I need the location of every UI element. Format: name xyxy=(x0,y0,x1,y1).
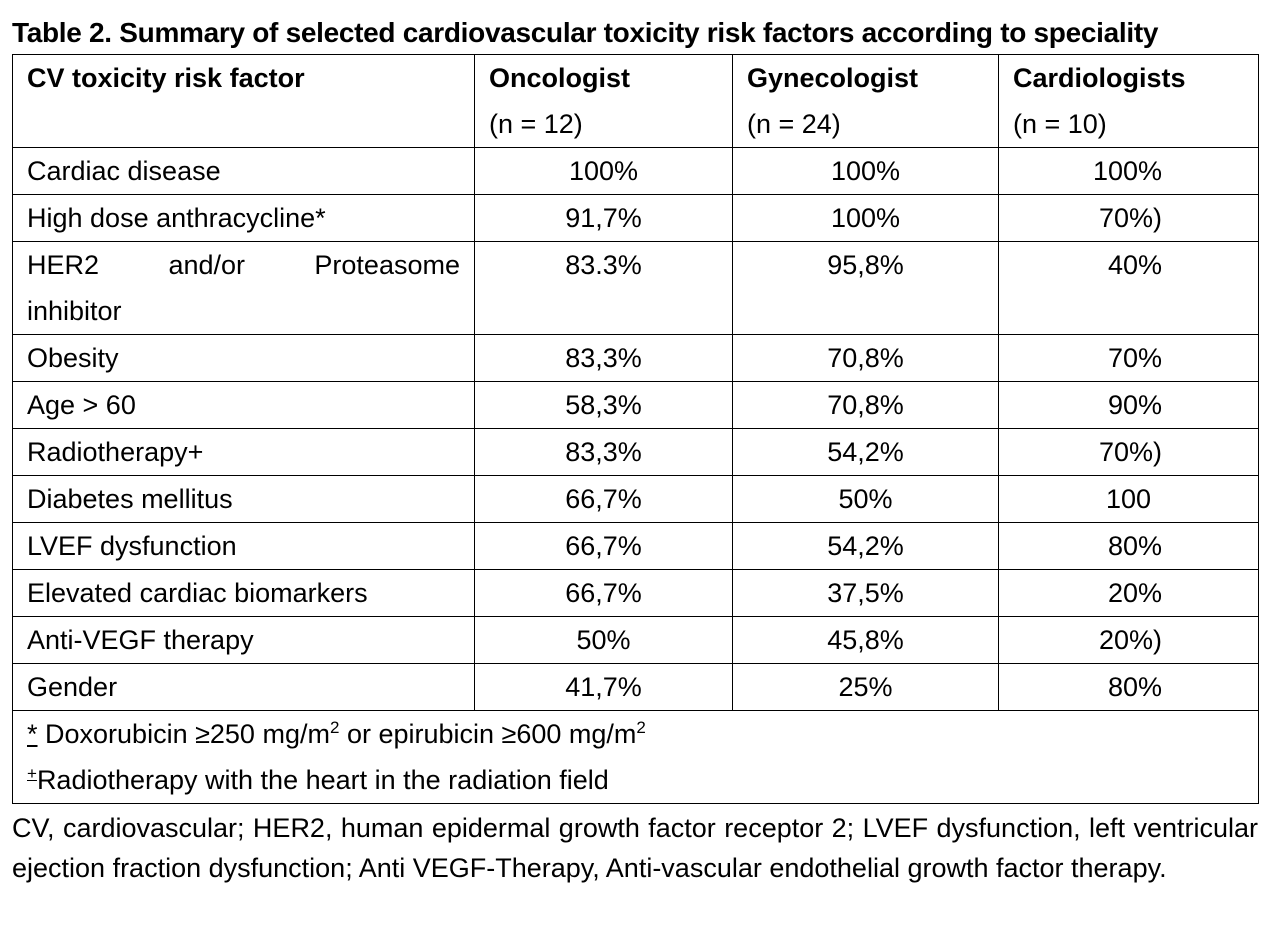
table-row xyxy=(13,617,1259,664)
cell-gynecologist: 50% xyxy=(733,476,999,523)
cell-gynecologist: 95,8% xyxy=(733,242,999,335)
cell-oncologist: 50% xyxy=(475,617,733,664)
header-gynecologist-n: (n = 24) xyxy=(747,109,841,139)
table-row xyxy=(13,242,1259,335)
table-row xyxy=(13,335,1259,382)
cell-gynecologist: 70,8% xyxy=(733,335,999,382)
abbreviations-footnote: CV, cardiovascular; HER2, human epidermal growth factor receptor 2; LVEF dysfunction, left ventricular ejection fraction dysfunction; Anti VEGF-Therapy, Anti-vascular endothelial growth factor therapy. xyxy=(12,813,1258,883)
table-row xyxy=(13,523,1259,570)
cell-gynecologist: 37,5% xyxy=(733,570,999,617)
table-row xyxy=(13,382,1259,429)
cell-cardiologists: 40% xyxy=(999,242,1259,335)
row-factor: HER2 and/or Proteasome inhibitor xyxy=(13,242,475,335)
cell-cardiologists: 100% xyxy=(999,148,1259,195)
cell-gynecologist: 100% xyxy=(733,148,999,195)
table-row xyxy=(13,570,1259,617)
cell-oncologist: 100% xyxy=(475,148,733,195)
table-row xyxy=(13,664,1259,711)
table-title: Table 2. Summary of selected cardiovascular toxicity risk factors according to speciality xyxy=(12,17,1159,48)
cell-gynecologist: 54,2% xyxy=(733,523,999,570)
row-factor: Diabetes mellitus xyxy=(13,476,475,523)
header-row xyxy=(13,55,1259,148)
row-factor: Elevated cardiac biomarkers xyxy=(13,570,475,617)
header-gynecologist: Gynecologist (n = 24) xyxy=(733,55,999,148)
risk-factor-table xyxy=(12,54,1259,804)
cell-gynecologist: 45,8% xyxy=(733,617,999,664)
table-row xyxy=(13,429,1259,476)
cell-cardiologists: 80% xyxy=(999,664,1259,711)
cell-oncologist: 91,7% xyxy=(475,195,733,242)
row-factor: Obesity xyxy=(13,335,475,382)
notes-row xyxy=(13,711,1259,804)
header-oncologist-n: (n = 12) xyxy=(489,109,583,139)
cell-gynecologist: 25% xyxy=(733,664,999,711)
cell-oncologist: 83,3% xyxy=(475,429,733,476)
header-cardiologists: Cardiologists (n = 10) xyxy=(999,55,1259,148)
row-factor: LVEF dysfunction xyxy=(13,523,475,570)
header-cardiologists-n: (n = 10) xyxy=(1013,109,1107,139)
row-factor: Gender xyxy=(13,664,475,711)
note-radiotherapy: +Radiotherapy with the heart in the radiation field xyxy=(27,764,609,795)
cell-oncologist: 58,3% xyxy=(475,382,733,429)
row-factor: Anti-VEGF therapy xyxy=(13,617,475,664)
row-factor: Radiotherapy+ xyxy=(13,429,475,476)
cell-cardiologists: 90% xyxy=(999,382,1259,429)
row-factor: High dose anthracycline* xyxy=(13,195,475,242)
cell-gynecologist: 70,8% xyxy=(733,382,999,429)
cell-oncologist: 66,7% xyxy=(475,523,733,570)
cell-oncologist: 83.3% xyxy=(475,242,733,335)
table-notes xyxy=(13,711,1259,804)
cell-oncologist: 83,3% xyxy=(475,335,733,382)
cell-cardiologists: 80% xyxy=(999,523,1259,570)
cell-gynecologist: 54,2% xyxy=(733,429,999,476)
header-factor: CV toxicity risk factor xyxy=(13,55,475,148)
table-row xyxy=(13,476,1259,523)
header-oncologist: Oncologist (n = 12) xyxy=(475,55,733,148)
cell-gynecologist: 100% xyxy=(733,195,999,242)
row-factor: Cardiac disease xyxy=(13,148,475,195)
cell-cardiologists: 70%) xyxy=(999,429,1259,476)
cell-cardiologists: 20% xyxy=(999,570,1259,617)
cell-cardiologists: 70% xyxy=(999,335,1259,382)
row-factor: Age > 60 xyxy=(13,382,475,429)
cell-oncologist: 66,7% xyxy=(475,570,733,617)
cell-oncologist: 41,7% xyxy=(475,664,733,711)
table-row xyxy=(13,195,1259,242)
table-row xyxy=(13,148,1259,195)
cell-oncologist: 66,7% xyxy=(475,476,733,523)
note-anthracycline: * Doxorubicin ≥250 $mg/m^2$ or epirubicin ≥600 $mg/m^2$ xyxy=(27,718,646,749)
cell-cardiologists: 20%) xyxy=(999,617,1259,664)
cell-cardiologists: 70%) xyxy=(999,195,1259,242)
cell-cardiologists: 100 xyxy=(999,476,1259,523)
